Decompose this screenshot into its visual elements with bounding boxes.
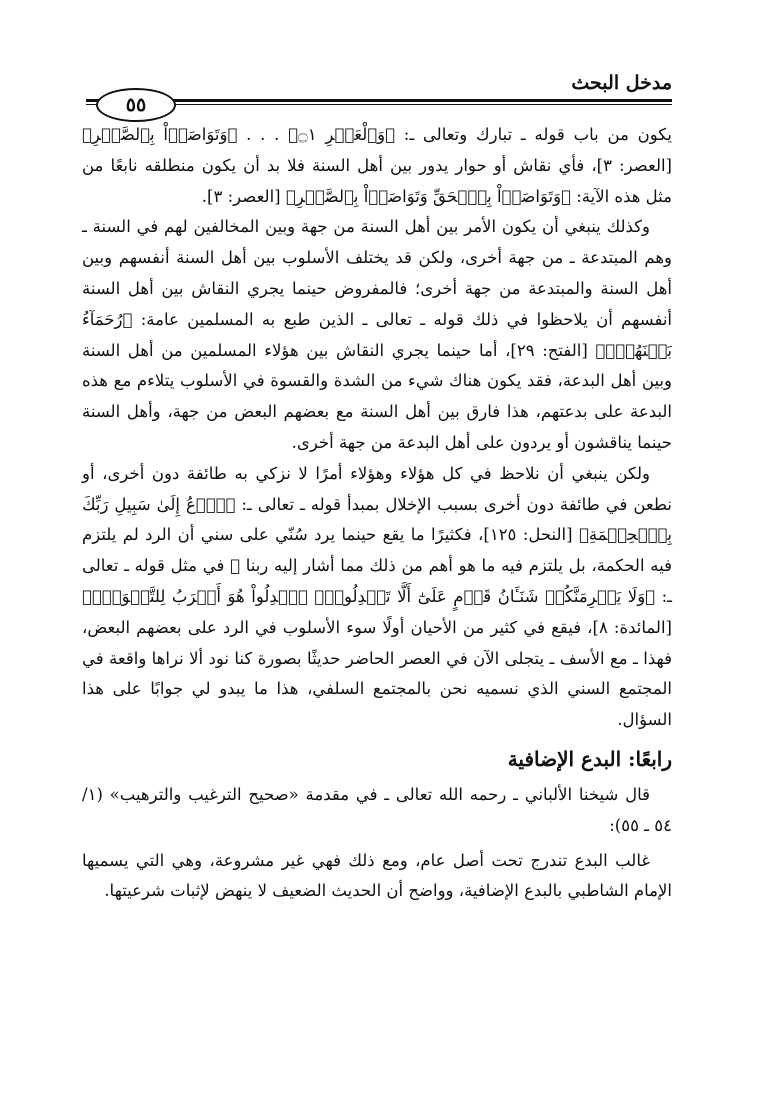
paragraph: يكون من باب قوله ـ تبارك وتعالى ـ: ﴿وَٱلْعَصۡرِ ۝١﴾ . . . ﴿وَتَوَاصَوۡاْ بِٱلصَّبۡرِ﴾ [العصر: ٣]، فأي نقاش أو حوار يدور بين أهل السنة فلا بد أن يكون منطلقه نابعًا من مثل هذه الآية: ﴿وَتَوَاصَوۡاْ بِٱلۡحَقِّ وَتَوَاصَوۡاْ بِٱلصَّبۡرِ﴾ [العصر: ٣]. [82, 125, 672, 206]
running-header-title: مدخل البحث [571, 72, 672, 94]
paragraph: ولكن ينبغي أن نلاحظ في كل هؤلاء وهؤلاء أمرًا لا نزكي به طائفة دون أخرى، أو نطعن في طائفة دون أخرى بسبب الإخلال بمبدأ قوله ـ تعالى ـ: ﴿ٱدۡعُ إِلَىٰ سَبِيلِ رَبِّكَ بِٱلۡحِكۡمَةِ﴾ [النحل: ١٢٥]، فكثيرًا ما يقع حينما يرد سُنّي على سني أن الرد لم يلتزم فيه الحكمة، بل يلتزم فيه ما هو أهم من ذلك مما أشار إليه ربنا ﷻ في مثل قوله ـ تعالى ـ: ﴿وَلَا يَجۡرِمَنَّكُمۡ شَنَـَٔانُ قَوۡمٍ عَلَىٰٓ أَلَّا تَعۡدِلُواْۚ ٱعۡدِلُواْ هُوَ أَقۡرَبُ لِلتَّقۡوَىٰۖ﴾ [المائدة: ٨]، فيقع في كثير من الأحيان أولًا سوء الأسلوب في الرد على بعضهم البعض، فهذا ـ مع الأسف ـ يتجلى الآن في العصر الحاضر حديثًا بصورة كنا نود ألا نراها واقعة في المجتمع السني الذي نسميه نحن بالمجتمع السلفي، هذا ما يبدو لي جوابًا على هذا السؤال. [82, 463, 672, 730]
page-number-badge [96, 88, 176, 122]
page-number: ٥٥ [125, 94, 147, 116]
quote-intro: قال شيخنا الألباني ـ رحمه الله تعالى ـ في مقدمة «صحيح الترغيب والترهيب» (١/ ٥٤ ـ ٥٥): [82, 784, 672, 835]
paragraph: وكذلك ينبغي أن يكون الأمر بين أهل السنة من جهة وبين المخالفين لهم في السنة ـ وهم المبتدعة ـ من جهة أخرى، ولكن قد يختلف الأسلوب بين أهل السنة أنفسهم وبين أهل السنة والمبتدعة من جهة أخرى؛ فالمفروض حينما يجري النقاش بين أهل السنة أنفسهم أن يلاحظوا في ذلك قوله ـ تعالى ـ الذين طبع به المسلمين عامة: ﴿رُحَمَآءُ بَيۡنَهُمۡۖ﴾ [الفتح: ٢٩]، أما حينما يجري النقاش بين هؤلاء المسلمين من أهل السنة وبين أهل البدعة، فقد يكون هناك شيء من الشدة والقسوة في الأسلوب يتلاءم مع هذه البدعة على بدعتهم، هذا فارق بين أهل السنة مع بعضهم البعض من جهة، وأهل السنة حينما يناقشون أو يردون على أهل البدعة من جهة أخرى. [82, 217, 672, 452]
quote-body: غالب البدع تندرج تحت أصل عام، ومع ذلك فهي غير مشروعة، وهي التي يسميها الإمام الشاطبي بالبدع الإضافية، وواضح أن الحديث الضعيف لا ينهض لإثبات شرعيتها. [82, 850, 672, 901]
page-body [82, 120, 672, 907]
section-heading: رابعًا: البدع الإضافية [507, 746, 672, 771]
